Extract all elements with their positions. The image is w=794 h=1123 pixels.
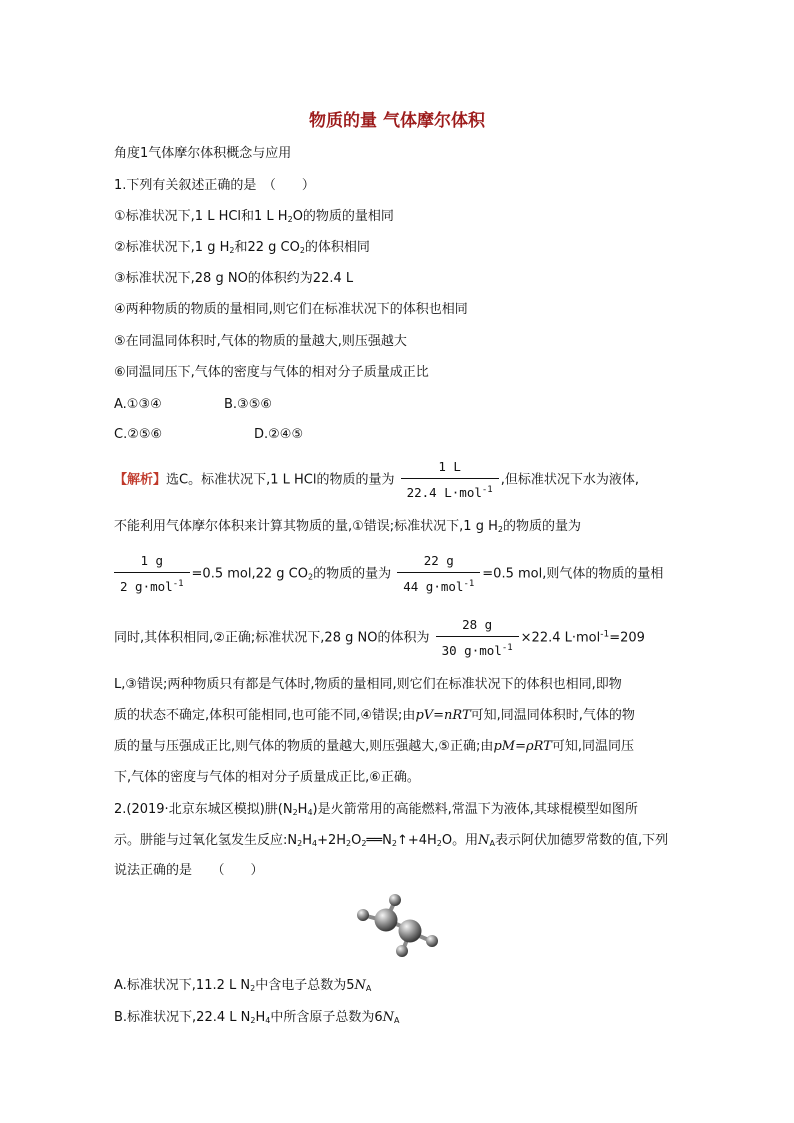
analysis-line-8: 下,气体的密度与气体的相对分子质量成正比,⑥正确。 xyxy=(114,770,420,785)
q1-statement-1 xyxy=(114,208,394,229)
q1-statement-5: ⑤在同温同体积时,气体的物质的量越大,则压强越大 xyxy=(114,334,407,349)
subscript: 2 xyxy=(391,839,397,848)
nitrogen-atom xyxy=(399,920,422,943)
analysis-line-7 xyxy=(114,738,634,756)
text: 同时,其体积相同,②正确;标准状况下,28 g NO的体积为 xyxy=(114,630,430,646)
analysis-line-5: L,③错误;两种物质只有都是气体时,物质的量相同,则它们在标准状况下的体积也相同,即物 xyxy=(114,677,622,692)
numerator: 1 L xyxy=(401,458,499,479)
q2-line-3: 说法正确的是 （ ） xyxy=(114,863,264,878)
hydrogen-atom xyxy=(426,935,438,947)
subscript: A xyxy=(489,839,495,848)
numerator: 28 g xyxy=(436,616,519,637)
text: 中含电子总数为5 xyxy=(255,978,355,993)
analysis-line-3 xyxy=(114,552,663,596)
equation: pM=ρRT xyxy=(493,739,552,754)
analysis-line-4 xyxy=(114,616,645,660)
subscript: 4 xyxy=(311,839,318,848)
text: 可知,同温同压 xyxy=(551,739,634,754)
q1-stem: 1.下列有关叙述正确的是 （ ） xyxy=(114,178,315,193)
subscript: 2 xyxy=(361,839,367,848)
subscript: 2 xyxy=(229,246,235,255)
text: 2 g·mol xyxy=(120,579,173,595)
text: 表示阿伏加德罗常数的值,下列 xyxy=(494,833,669,848)
avogadro-symbol: N xyxy=(382,1010,394,1025)
denominator xyxy=(114,573,190,596)
analysis-line-1 xyxy=(114,458,639,502)
text: 和22 g CO xyxy=(234,240,300,255)
hydrogen-atom xyxy=(357,909,369,921)
section-heading: 角度1气体摩尔体积概念与应用 xyxy=(114,146,292,161)
analysis-line-2 xyxy=(114,518,581,539)
text: 的物质的量为 xyxy=(502,519,581,534)
text: ②标准状况下,1 g H xyxy=(114,240,230,255)
numerator: 1 g xyxy=(114,552,190,573)
denominator xyxy=(436,637,519,660)
q1-statement-6: ⑥同温同压下,气体的密度与气体的相对分子质量成正比 xyxy=(114,365,429,380)
q2-line-1 xyxy=(114,801,638,822)
text: =0.5 mol,则气体的物质的量相 xyxy=(482,566,664,582)
subscript: 2 xyxy=(250,984,256,993)
text: ,但标准状况下水为液体, xyxy=(500,472,639,488)
q1-option-b: B.③⑤⑥ xyxy=(224,397,273,412)
subscript: 2 xyxy=(250,1016,256,1025)
text: 2.(2019·北京东城区模拟)肼(N xyxy=(114,802,293,817)
text: ×22.4 L·mol xyxy=(520,630,601,646)
q1-option-d: D.②④⑤ xyxy=(254,427,304,442)
text: 的物质的量为 xyxy=(313,566,392,582)
text: 不能利用气体摩尔体积来计算其物质的量,①错误;标准状况下,1 g H xyxy=(114,519,498,534)
text: B.标准状况下,22.4 L N xyxy=(114,1010,251,1025)
fraction-hcl-moles xyxy=(401,458,499,502)
avogadro-symbol: N xyxy=(354,978,366,993)
q1-option-c: C.②⑤⑥ xyxy=(114,427,163,442)
avogadro-symbol: N xyxy=(478,833,490,848)
text: +2H xyxy=(317,833,347,848)
q1-statement-4: ④两种物质的物质的量相同,则它们在标准状况下的体积也相同 xyxy=(114,302,468,317)
analysis-line-6 xyxy=(114,707,635,725)
text: ══N xyxy=(366,833,392,848)
text: 中所含原子总数为6 xyxy=(270,1010,383,1025)
text: =0.5 mol,22 g CO xyxy=(191,566,308,582)
text: ↑+4H xyxy=(396,833,437,848)
fraction-no-moles xyxy=(436,616,519,660)
numerator: 22 g xyxy=(397,552,480,573)
text: O xyxy=(351,833,362,848)
text: 30 g·mol xyxy=(441,643,502,659)
text: 质的状态不确定,体积可能相同,也可能不同,④错误;由 xyxy=(114,708,416,723)
q1-option-a: A.①③④ xyxy=(114,397,162,412)
superscript: -1 xyxy=(481,485,493,495)
q2-option-b xyxy=(114,1009,399,1030)
superscript: -1 xyxy=(501,643,513,653)
hydrogen-atom xyxy=(396,945,408,957)
denominator xyxy=(397,573,480,596)
subscript: 2 xyxy=(287,215,293,224)
fraction-co2-moles xyxy=(397,552,480,596)
subscript: 2 xyxy=(299,246,305,255)
text: =209 xyxy=(609,630,645,646)
subscript: A xyxy=(365,984,372,993)
text: )是火箭常用的高能燃料,常温下为液体,其球棍模型如图所 xyxy=(312,802,638,817)
subscript: A xyxy=(394,1016,400,1025)
q1-statement-3: ③标准状况下,28 g NO的体积约为22.4 L xyxy=(114,271,354,286)
text: H xyxy=(255,1010,266,1025)
subscript: 2 xyxy=(346,839,352,848)
text: 选C。标准状况下,1 L HCl的物质的量为 xyxy=(166,472,395,488)
subscript: 2 xyxy=(292,808,298,817)
subscript: 4 xyxy=(307,808,313,817)
hydrazine-ball-stick-model xyxy=(350,890,445,960)
subscript: 2 xyxy=(497,525,503,534)
subscript: 2 xyxy=(307,572,314,582)
q2-line-2 xyxy=(114,832,668,853)
superscript: -1 xyxy=(463,579,475,589)
denominator xyxy=(401,479,499,502)
subscript: 4 xyxy=(265,1016,271,1025)
text: 44 g·mol xyxy=(403,579,464,595)
text: H xyxy=(302,833,312,848)
hydrogen-atom xyxy=(389,894,401,906)
text: ①标准状况下,1 L HCl和1 L H xyxy=(114,209,288,224)
text: 质的量与压强成正比,则气体的物质的量越大,则压强越大,⑤正确;由 xyxy=(114,739,494,754)
subscript: 2 xyxy=(436,839,442,848)
text: 示。肼能与过氧化氢发生反应:N xyxy=(114,833,298,848)
text: 22.4 L·mol xyxy=(406,485,482,501)
text: A.标准状况下,11.2 L N xyxy=(114,978,251,993)
fraction-h2-moles xyxy=(114,552,190,596)
q1-statement-2 xyxy=(114,239,370,260)
subscript: 2 xyxy=(297,839,303,848)
text: 的体积相同 xyxy=(304,240,370,255)
equation: pV=nRT xyxy=(415,708,471,723)
q2-option-a xyxy=(114,977,371,998)
page-title: 物质的量 气体摩尔体积 xyxy=(309,111,485,131)
analysis-tag: 【解析】 xyxy=(114,472,167,488)
text: O。用 xyxy=(441,833,479,848)
superscript: -1 xyxy=(172,579,184,589)
text: H xyxy=(297,802,308,817)
text: 可知,同温同体积时,气体的物 xyxy=(470,708,635,723)
text: O的物质的量相同 xyxy=(292,209,394,224)
bonds xyxy=(363,901,431,950)
superscript: -1 xyxy=(600,629,610,640)
nitrogen-atom xyxy=(375,909,398,932)
